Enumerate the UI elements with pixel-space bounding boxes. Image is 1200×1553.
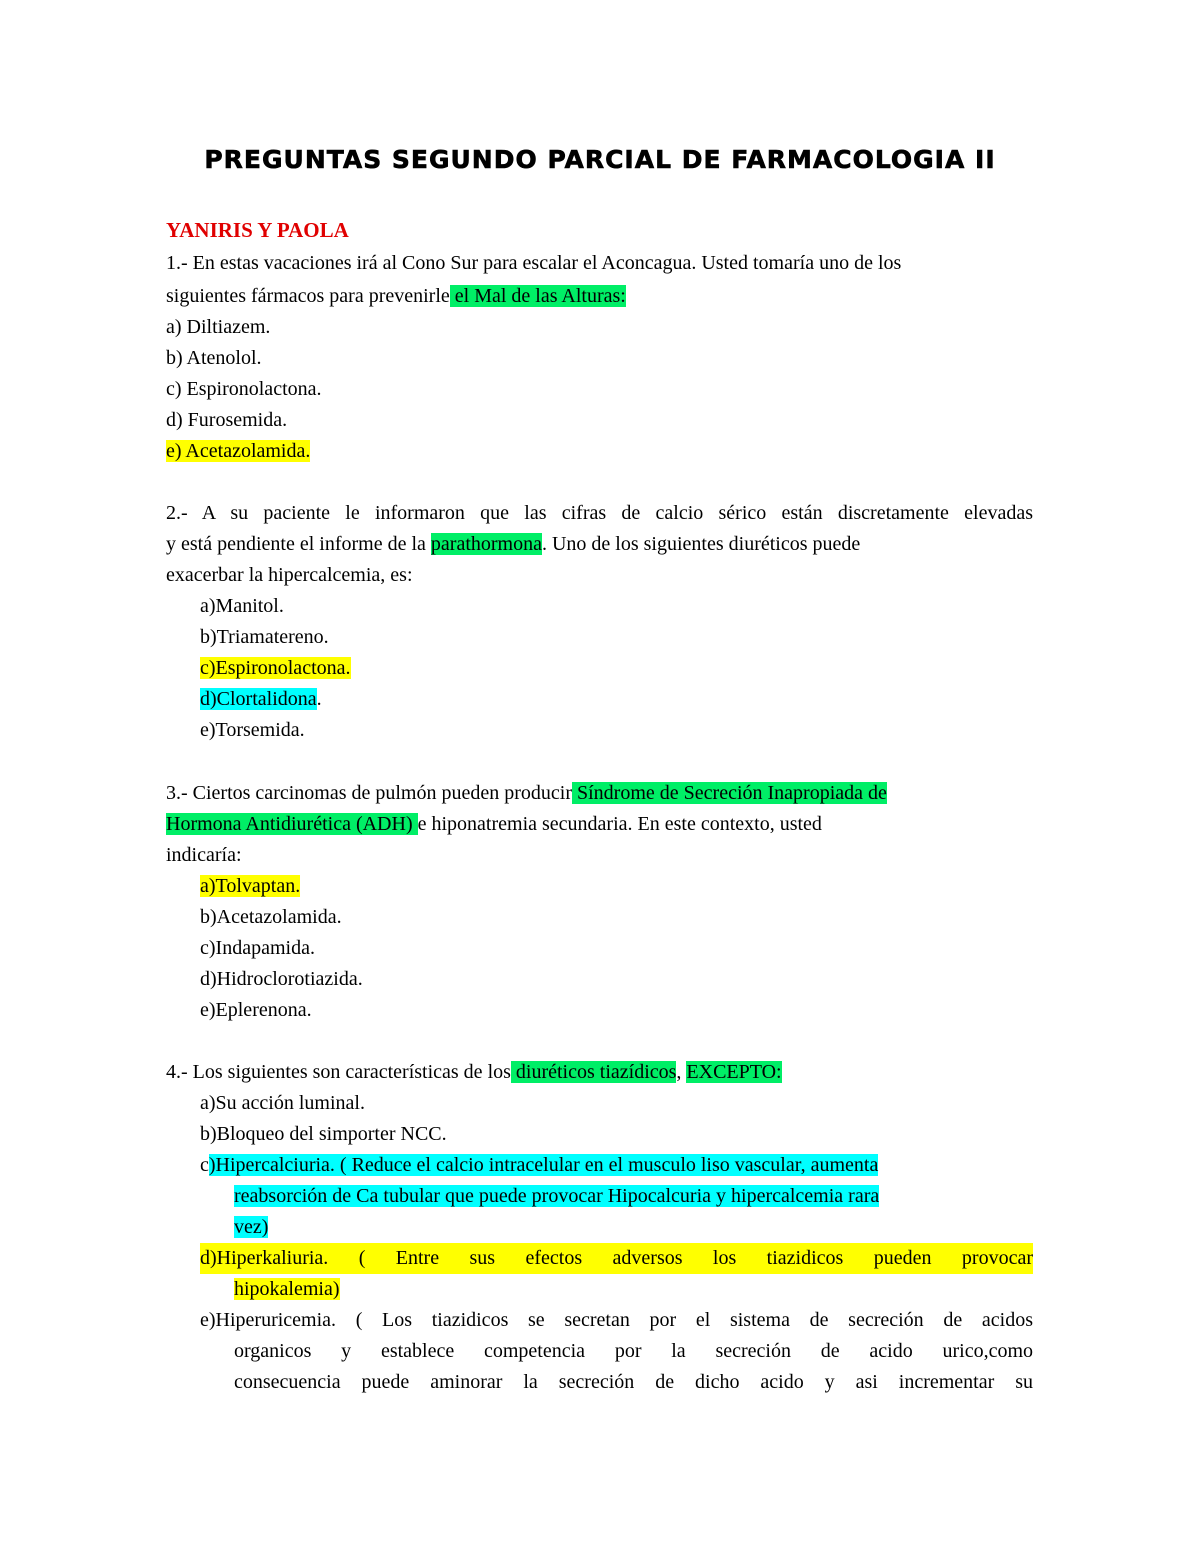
q2-stem-line-1: 2.- A su paciente le informaron que las cifras de calcio sérico están discretamente elevadas — [166, 502, 1033, 524]
q3-stem-text: 3.- Ciertos carcinomas de pulmón pueden producir — [166, 782, 572, 804]
q4-highlight-excepto: EXCEPTO: — [686, 1061, 782, 1083]
q1-option-c: c) Espironolactona. — [166, 378, 322, 400]
q4-stem-text: 4.- Los siguientes son características de los — [166, 1061, 511, 1083]
q4-option-d-line-2 — [234, 1274, 340, 1305]
q2-stem-line-2 — [166, 529, 860, 560]
q2-highlight-parathormona: parathormona — [430, 533, 542, 555]
q1-highlight-mal-alturas: el Mal de las Alturas: — [449, 285, 626, 307]
q3-option-e: e)Eplerenona. — [200, 999, 312, 1021]
q1-stem-text: siguientes fármacos para prevenirle — [166, 285, 450, 307]
q3-option-b: b)Acetazolamida. — [200, 906, 342, 928]
q3-stem-line-2 — [166, 809, 822, 840]
q4-highlight-tiazidicos: diuréticos tiazídicos — [510, 1061, 677, 1083]
q4-option-e-line-2: organicos y establece competencia por la secreción de acido urico,como — [234, 1340, 1033, 1362]
q2-option-a: a)Manitol. — [200, 595, 284, 617]
q4-option-c-line-2 — [234, 1181, 879, 1212]
q2-stem-line-3: exacerbar la hipercalcemia, es: — [166, 564, 413, 586]
q3-option-a-answer — [200, 871, 300, 902]
q4-option-d-line-1: d)Hiperkaliuria. ( Entre sus efectos adversos los tiazidicos pueden provocar — [200, 1243, 1033, 1274]
q4-option-d-highlight-2: hipokalemia) — [234, 1278, 340, 1300]
q4-option-b: b)Bloqueo del simporter NCC. — [200, 1123, 447, 1145]
q1-option-e-answer — [166, 436, 310, 467]
q1-option-b: b) Atenolol. — [166, 347, 262, 369]
q4-stem-comma: , — [676, 1061, 687, 1083]
q1-stem-line-1: 1.- En estas vacaciones irá al Cono Sur para escalar el Aconcagua. Usted tomaría uno de los — [166, 252, 902, 274]
q2-stem-text-a: y está pendiente el informe de la — [166, 533, 431, 555]
q3-stem-line-3: indicaría: — [166, 844, 242, 866]
q1-stem-line-2 — [166, 281, 626, 312]
q1-option-a: a) Diltiazem. — [166, 316, 271, 338]
q4-option-c-highlight-2: reabsorción de Ca tubular que puede provocar Hipocalcuria y hipercalcemia rara — [234, 1185, 880, 1207]
q4-option-c-highlight-3: vez) — [234, 1216, 269, 1238]
q2-stem-text-c: . Uno de los siguientes diuréticos puede — [541, 533, 861, 555]
q3-highlight-adh: Hormona Antidiurética (ADH) — [166, 813, 418, 835]
q3-option-c: c)Indapamida. — [200, 937, 315, 959]
q4-option-c-letter: c — [200, 1154, 209, 1176]
q3-option-d: d)Hidroclorotiazida. — [200, 968, 363, 990]
q4-option-c-line-3 — [234, 1212, 268, 1243]
q3-stem-text-b: e hiponatremia secundaria. En este contexto, usted — [417, 813, 822, 835]
q4-option-c-highlight-1: )Hipercalciuria. ( Reduce el calcio intracelular en el musculo liso vascular, aumenta — [208, 1154, 879, 1176]
q2-option-d-period: . — [316, 688, 322, 710]
q2-option-b: b)Triamatereno. — [200, 626, 329, 648]
q3-stem-line-1 — [166, 778, 887, 809]
q4-option-c-line-1 — [200, 1150, 878, 1181]
q4-stem — [166, 1057, 782, 1088]
q4-option-e-line-1: e)Hiperuricemia. ( Los tiazidicos se secretan por el sistema de secreción de acidos — [200, 1309, 1033, 1331]
q2-option-e: e)Torsemida. — [200, 719, 305, 741]
q1-option-d: d) Furosemida. — [166, 409, 288, 431]
q3-highlight-siadh: Síndrome de Secreción Inapropiada de — [572, 782, 887, 804]
q3-answer-highlight: a)Tolvaptan. — [200, 875, 301, 897]
q2-answer-highlight-cyan: d)Clortalidona — [200, 688, 317, 710]
q2-answer-highlight-yellow: c)Espironolactona. — [200, 657, 351, 679]
q4-option-e-line-3: consecuencia puede aminorar la secreción de dicho acido y asi incrementar su — [234, 1371, 1033, 1393]
q2-option-d — [200, 684, 322, 715]
q2-option-c-answer — [200, 653, 351, 684]
q4-option-a: a)Su acción luminal. — [200, 1092, 365, 1114]
q1-answer-highlight: e) Acetazolamida. — [166, 440, 311, 462]
authors-heading: YANIRIS Y PAOLA — [166, 218, 349, 242]
page-title: PREGUNTAS SEGUNDO PARCIAL DE FARMACOLOGIA II — [204, 145, 996, 174]
